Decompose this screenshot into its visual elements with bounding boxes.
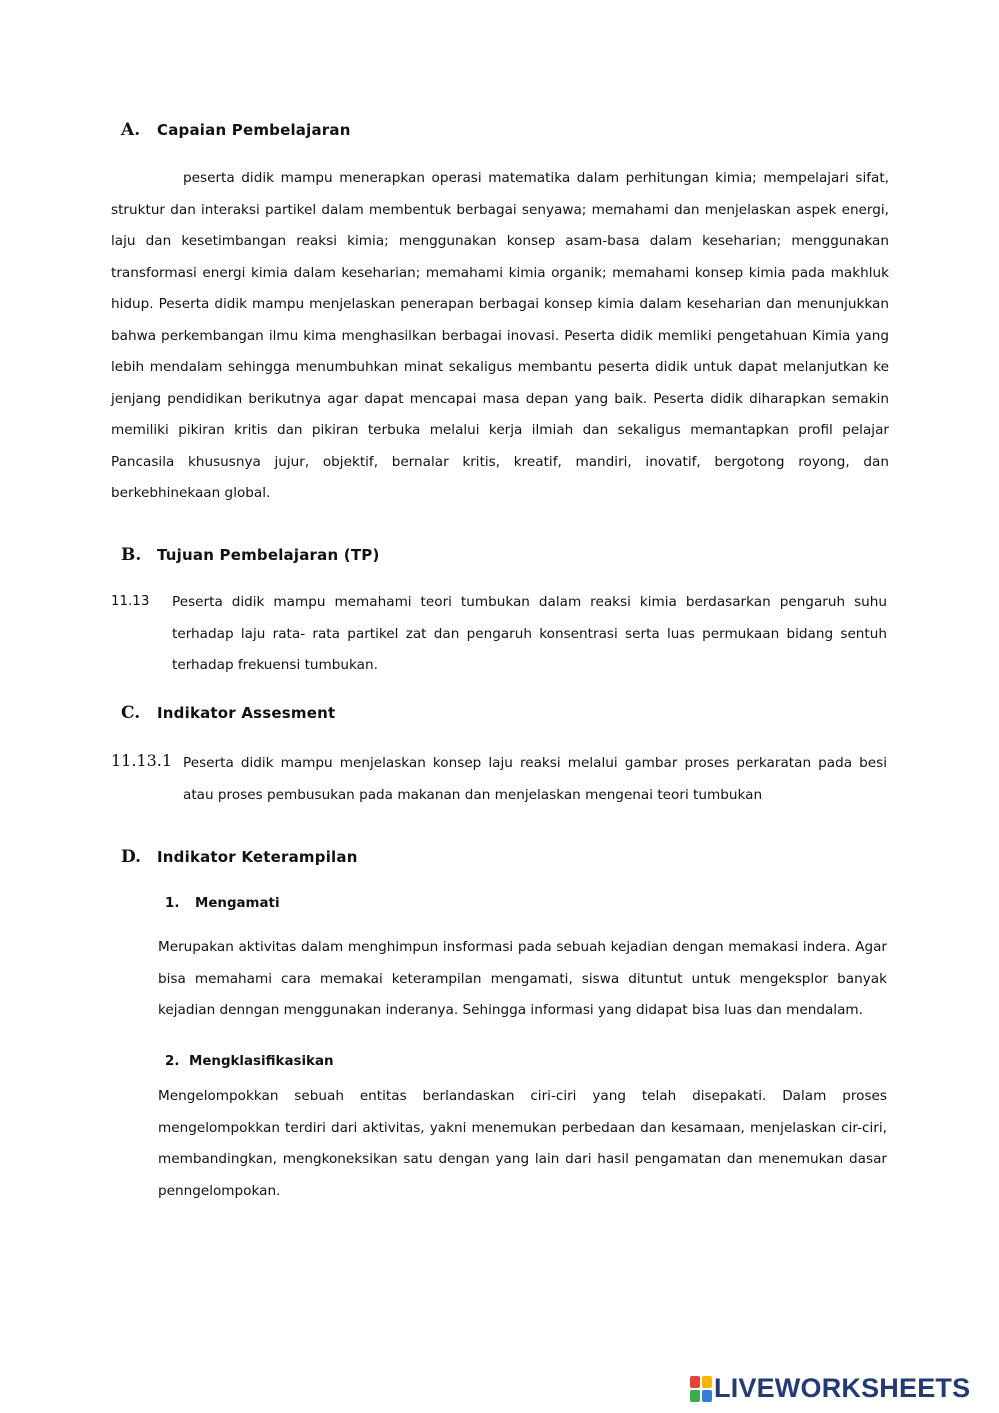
- section-c-body: Peserta didik mampu menjelaskan konsep laju reaksi melalui gambar proses perkaratan pada besi atau proses pembusukan pada makanan dan menjelaskan mengenai teori tumbukan: [183, 755, 887, 803]
- section-b-title: Tujuan Pembelajaran (TP): [157, 546, 380, 564]
- logo-mark-square: [702, 1376, 712, 1388]
- liveworksheets-logo-mark-icon: [690, 1376, 712, 1402]
- section-c-letter: C.: [121, 703, 141, 723]
- subsection-1-title: Mengamati: [195, 896, 280, 911]
- subsection-2-body: Mengelompokkan sebuah entitas berlandaskan ciri-ciri yang telah disepakati. Dalam proses mengelompokkan terdiri dari aktivitas, yakni menemukan perbedaan dan kesamaan, menjelaskan cir-ciri, membandingkan, mengkoneksikan satu dengan yang lain dari hasil pengamatan dan menemukan dasar penngelompokan.: [158, 1088, 887, 1199]
- subsection-1-body: Merupakan aktivitas dalam menghimpun insformasi pada sebuah kejadian dengan memakasi indera. Agar bisa memahami cara memakai keterampilan mengamati, siswa dituntut untuk mengeksplor banyak kejadian denngan menggunakan inderanya. Sehingga informasi yang didapat bisa luas dan mendalam.: [158, 939, 887, 1018]
- section-a-title: Capaian Pembelajaran: [157, 121, 351, 139]
- subsection-2-heading: [165, 1054, 334, 1069]
- section-b-letter: B.: [121, 545, 142, 565]
- section-c-number: 11.13.1: [111, 751, 173, 770]
- section-b-heading: [121, 545, 380, 565]
- logo-mark-square: [702, 1390, 712, 1402]
- subsection-2-number: 2.: [165, 1054, 180, 1069]
- section-a-heading: [121, 120, 351, 140]
- section-a-body: peserta didik mampu menerapkan operasi matematika dalam perhitungan kimia; mempelajari sifat, struktur dan interaksi partikel dalam membentuk berbagai senyawa; memahami dan menjelaskan aspek energi, laju dan kesetimbangan reaksi kimia; menggunakan konsep asam-basa dalam keseharian; menggunakan transformasi energi kimia dalam keseharian; memahami kimia organik; memahami konsep kimia pada makhluk hidup. Peserta didik mampu menjelaskan penerapan berbagai konsep kimia dalam keseharian dan menunjukkan bahwa perkembangan ilmu kima menghasilkan berbagai inovasi. Peserta didik memliki pengetahuan Kimia yang lebih mendalam sehingga menumbuhkan minat sekaligus membantu peserta didik untuk dapat melanjutkan ke jenjang pendidikan berikutnya agar dapat mencapai masa depan yang baik. Peserta didik diharapkan semakin memiliki pikiran kritis dan pikiran terbuka melalui kerja ilmiah dan sekaligus memantapkan profil pelajar Pancasila khususnya jujur, objektif, bernalar kritis, kreatif, mandiri, inovatif, bergotong royong, dan berkebhinekaan global.: [111, 170, 889, 501]
- section-c-title: Indikator Assesment: [157, 704, 336, 722]
- section-a-letter: A.: [121, 120, 141, 140]
- section-b-number: 11.13: [111, 594, 150, 609]
- subsection-1-number: 1.: [165, 896, 180, 911]
- subsection-1-heading: [165, 896, 280, 911]
- section-c-heading: [121, 703, 335, 723]
- section-d-heading: [121, 847, 358, 867]
- liveworksheets-logo-text: LIVEWORKSHEETS: [714, 1373, 971, 1403]
- section-d-title: Indikator Keterampilan: [157, 848, 358, 866]
- logo-mark-square: [690, 1376, 700, 1388]
- logo-mark-square: [690, 1390, 700, 1402]
- liveworksheets-logo: [690, 1373, 970, 1404]
- section-d-letter: D.: [121, 847, 142, 867]
- section-b-body: Peserta didik mampu memahami teori tumbukan dalam reaksi kimia berdasarkan pengaruh suhu terhadap laju rata- rata partikel zat dan pengaruh konsentrasi serta luas permukaan bidang sentuh terhadap frekuensi tumbukan.: [172, 594, 887, 673]
- subsection-2-title: Mengklasifikasikan: [189, 1054, 334, 1069]
